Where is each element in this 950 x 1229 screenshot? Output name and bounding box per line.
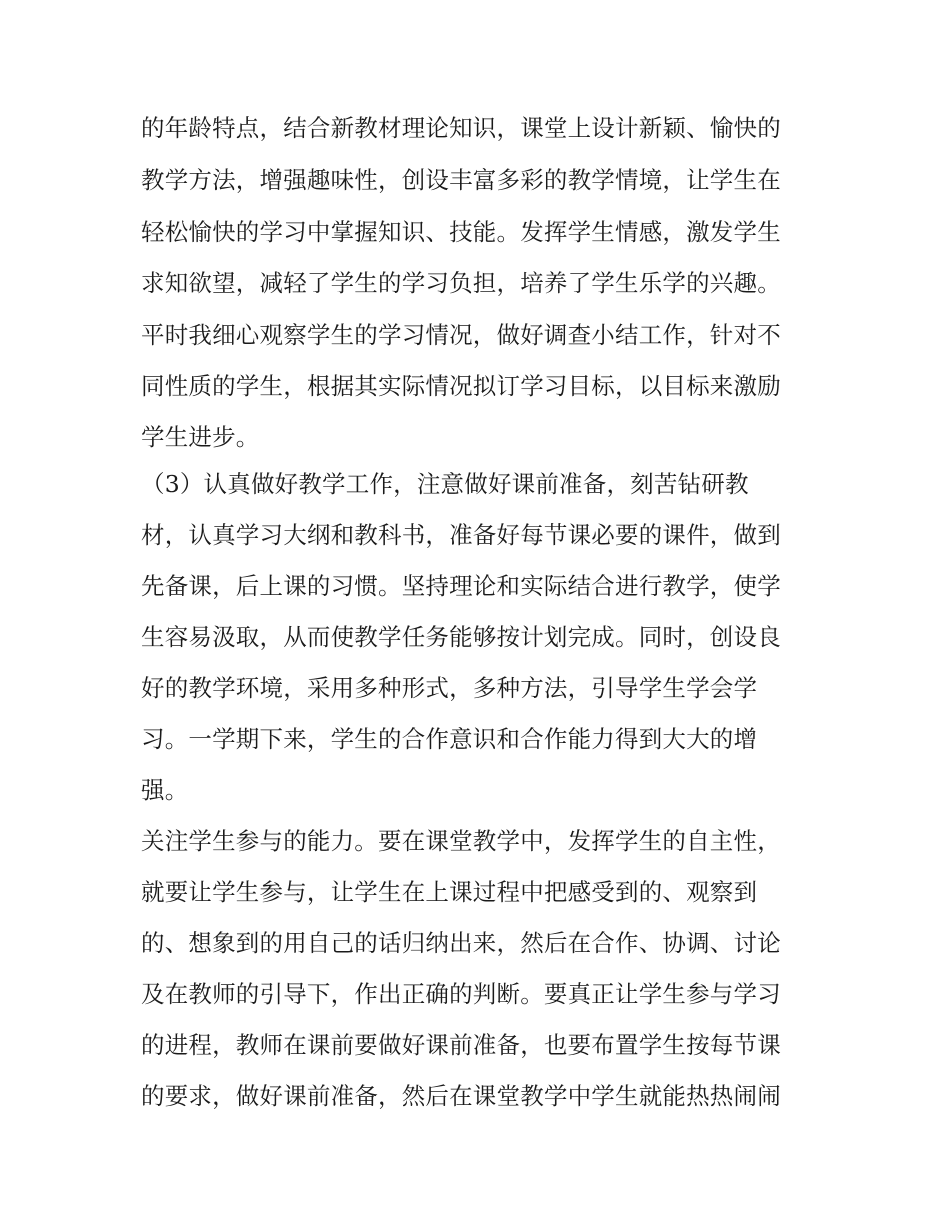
text-line: 强。 [141,776,189,804]
text-line: 学生进步。 [141,423,260,451]
text-line: 的、想象到的用自己的话归纳出来，然后在合作、协调、讨论 [141,929,781,957]
text-line: 生容易汲取，从而使教学任务能够按计划完成。同时，创设良 [141,623,781,651]
text-line: 好的教学环境，采用多种形式，多种方法，引导学生学会学 [141,674,758,702]
text-line: 同性质的学生，根据其实际情况拟订学习目标，以目标来激励 [141,372,781,400]
text-line: 材，认真学习大纲和教科书，准备好每节课必要的课件，做到 [141,521,781,549]
text-line: （3）认真做好教学工作，注意做好课前准备，刻苦钻研教 [141,470,749,498]
text-line: 求知欲望，减轻了学生的学习负担，培养了学生乐学的兴趣。 [141,269,781,297]
text-line: 习。一学期下来，学生的合作意识和合作能力得到大大的增 [141,725,758,753]
text-line: 及在教师的引导下，作出正确的判断。要真正让学生参与学习 [141,980,781,1008]
text-line: 的进程，教师在课前要做好课前准备，也要布置学生按每节课 [141,1031,781,1059]
text-line: 轻松愉快的学习中掌握知识、技能。发挥学生情感，激发学生 [141,218,781,246]
text-line: 先备课，后上课的习惯。坚持理论和实际结合进行教学，使学 [141,572,781,600]
text-line: 的年龄特点，结合新教材理论知识，课堂上设计新颖、愉快的 [141,114,781,142]
text-line: 平时我细心观察学生的学习情况，做好调查小结工作，针对不 [141,321,781,349]
text-line: 就要让学生参与，让学生在上课过程中把感受到的、观察到 [141,878,758,906]
text-line: 的要求，做好课前准备，然后在课堂教学中学生就能热热闹闹 [141,1082,781,1110]
text-line: 关注学生参与的能力。要在课堂教学中，发挥学生的自主性， [141,827,781,855]
text-line: 教学方法，增强趣味性，创设丰富多彩的教学情境，让学生在 [141,166,781,194]
